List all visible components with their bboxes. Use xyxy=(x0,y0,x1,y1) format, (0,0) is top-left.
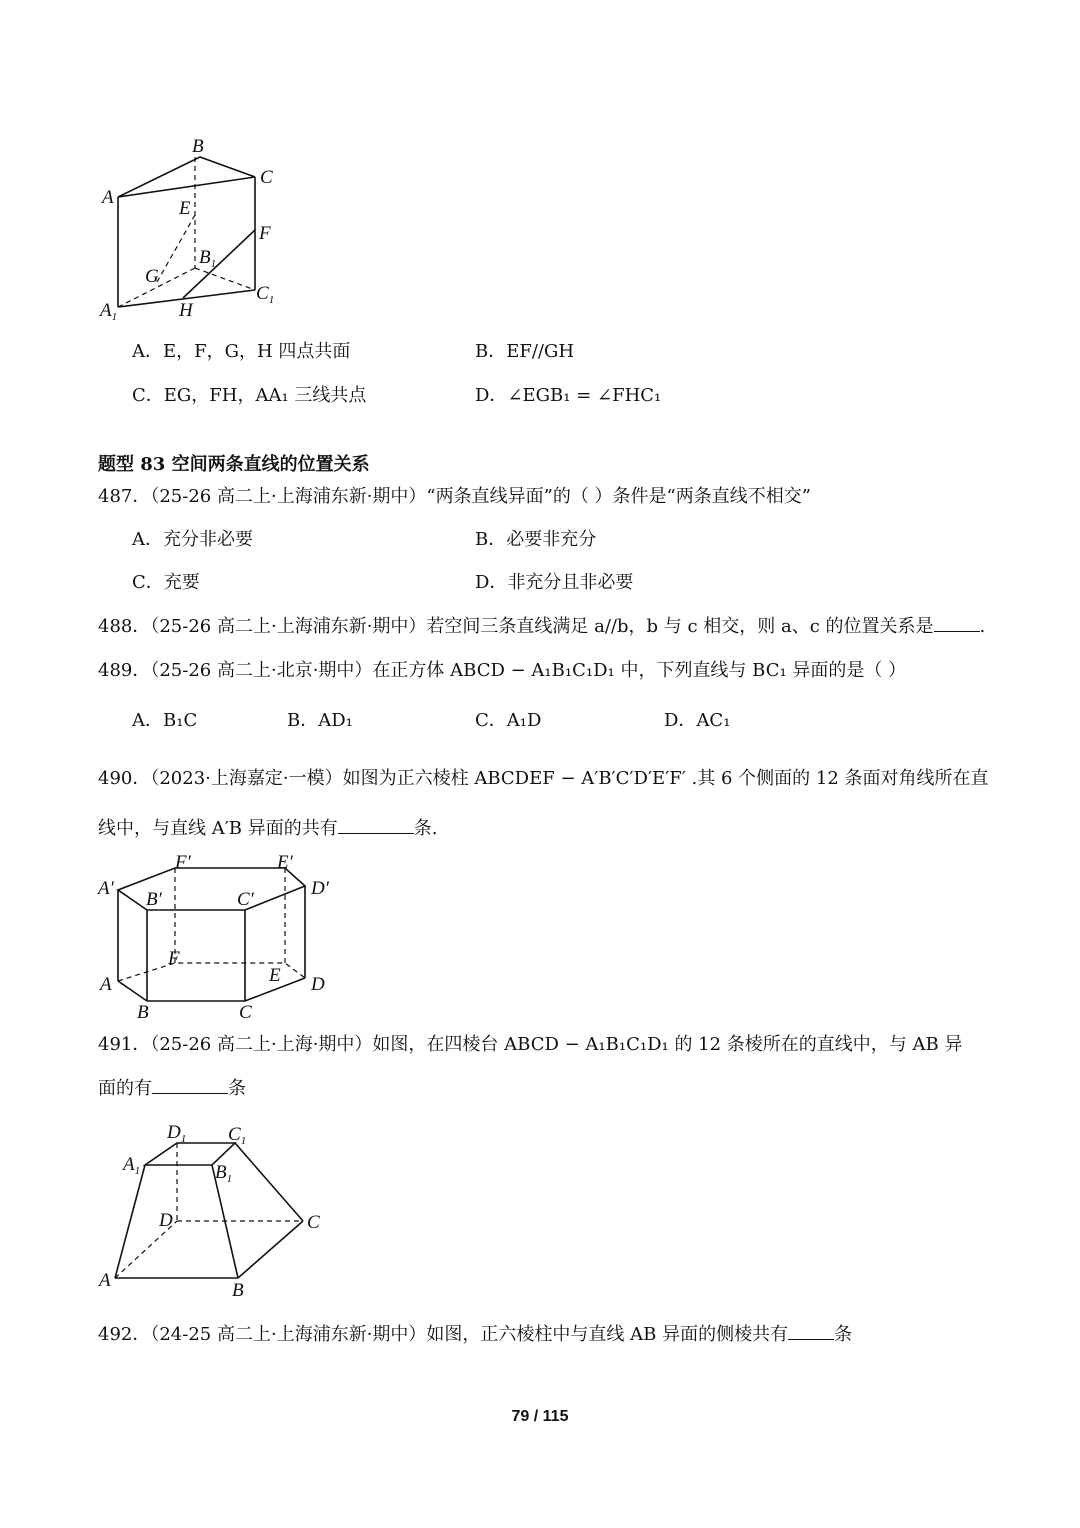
q491-line1: 491．（25-26 高二上·上海·期中）如图，在四棱台 ABCD − A₁B₁C₁D₁ 的 12 条棱所在的直线中，与 AB 异 xyxy=(98,1034,963,1055)
label-A1: $A_1$ xyxy=(100,300,118,323)
q492-answer-blank[interactable] xyxy=(788,1339,834,1340)
label-F: F xyxy=(168,948,180,969)
label-A: A xyxy=(102,187,114,208)
label-C1: $C_1$ xyxy=(228,1124,247,1147)
prism-segment-FH xyxy=(183,230,255,298)
hex-prism-figure xyxy=(95,848,345,1023)
label-Dp: D′ xyxy=(311,878,329,899)
q489-option-d: D．AC₁ xyxy=(664,710,731,731)
frustum-figure xyxy=(95,1118,335,1303)
q490-line2: 线中，与直线 A′B 异面的共有 条. xyxy=(98,818,438,839)
q492-text: 492．（24-25 高二上·上海浦东新·期中）如图，正六棱柱中与直线 AB 异面的侧棱共有 条 xyxy=(98,1324,853,1345)
label-E: E xyxy=(179,198,191,219)
frustum-edge-AA1 xyxy=(115,1165,145,1278)
q486-option-b: B．EF//GH xyxy=(475,341,575,362)
label-B: B xyxy=(137,1002,149,1023)
q489-text: 489．（25-26 高二上·北京·期中）在正方体 ABCD − A₁B₁C₁D₁ 中，下列直线与 BC₁ 异面的是（ ） xyxy=(98,660,907,681)
q486-option-c: C．EG，FH，AA₁ 三线共点 xyxy=(132,385,367,406)
label-B1: $B_1$ xyxy=(215,1162,233,1185)
q489-option-a: A．B₁C xyxy=(132,710,198,731)
prism-top-face xyxy=(118,157,255,197)
frustum-edge-CC1 xyxy=(235,1143,303,1221)
label-Ep: E′ xyxy=(277,852,293,873)
q487-option-b: B．必要非充分 xyxy=(475,529,597,550)
q491-line2: 面的有 条 xyxy=(98,1078,246,1099)
q488-text: 488．（25-26 高二上·上海浦东新·期中）若空间三条直线满足 a//b，b 与 c 相交，则 a、c 的位置关系是 . xyxy=(98,616,986,637)
label-Ap: A′ xyxy=(98,878,114,899)
label-A: A xyxy=(99,1270,111,1291)
frustum-edge-BC xyxy=(238,1221,303,1278)
label-D1: $D_1$ xyxy=(167,1122,187,1145)
label-Fp: F′ xyxy=(175,852,191,873)
q487-option-c: C．充要 xyxy=(132,572,200,593)
label-F: F xyxy=(259,223,271,244)
prism-hidden-EG xyxy=(157,215,195,282)
label-C: C xyxy=(260,167,273,188)
section-heading: 题型 83 空间两条直线的位置关系 xyxy=(98,454,370,475)
label-D: D xyxy=(311,974,325,995)
label-Cp: C′ xyxy=(237,889,254,910)
page-number: 79 / 115 xyxy=(511,1408,569,1425)
q487-option-a: A．充分非必要 xyxy=(132,529,253,550)
q490-line1: 490．（2023·上海嘉定·一模）如图为正六棱柱 ABCDEF − A′B′C′D′E′F′ .其 6 个侧面的 12 条面对角线所在直 xyxy=(98,768,989,789)
q488-answer-blank[interactable] xyxy=(934,631,980,632)
label-B1: $B_1$ xyxy=(199,247,217,270)
label-E: E xyxy=(269,965,281,986)
q486-option-a: A．E，F，G，H 四点共面 xyxy=(132,341,351,362)
q490-answer-blank[interactable] xyxy=(338,833,414,834)
label-Bp: B′ xyxy=(146,889,162,910)
q487-option-d: D．非充分且非必要 xyxy=(475,572,634,593)
q489-option-b: B．AD₁ xyxy=(287,710,353,731)
label-A1: $A_1$ xyxy=(123,1154,141,1177)
label-C: C xyxy=(239,1002,252,1023)
q487-text: 487．（25-26 高二上·上海浦东新·期中）“两条直线异面”的（ ）条件是“两条直线不相交” xyxy=(98,486,811,507)
label-B: B xyxy=(232,1280,244,1301)
q486-option-d: D．∠EGB₁ = ∠FHC₁ xyxy=(475,385,662,406)
label-G: G xyxy=(145,266,159,287)
label-H: H xyxy=(179,300,193,321)
q491-answer-blank[interactable] xyxy=(152,1093,228,1094)
label-A: A xyxy=(100,974,112,995)
label-C: C xyxy=(307,1212,320,1233)
label-B: B xyxy=(192,136,204,157)
q489-option-c: C．A₁D xyxy=(475,710,542,731)
prism-figure xyxy=(95,130,295,330)
label-C1: $C_1$ xyxy=(256,283,275,306)
label-D: D xyxy=(159,1210,173,1231)
